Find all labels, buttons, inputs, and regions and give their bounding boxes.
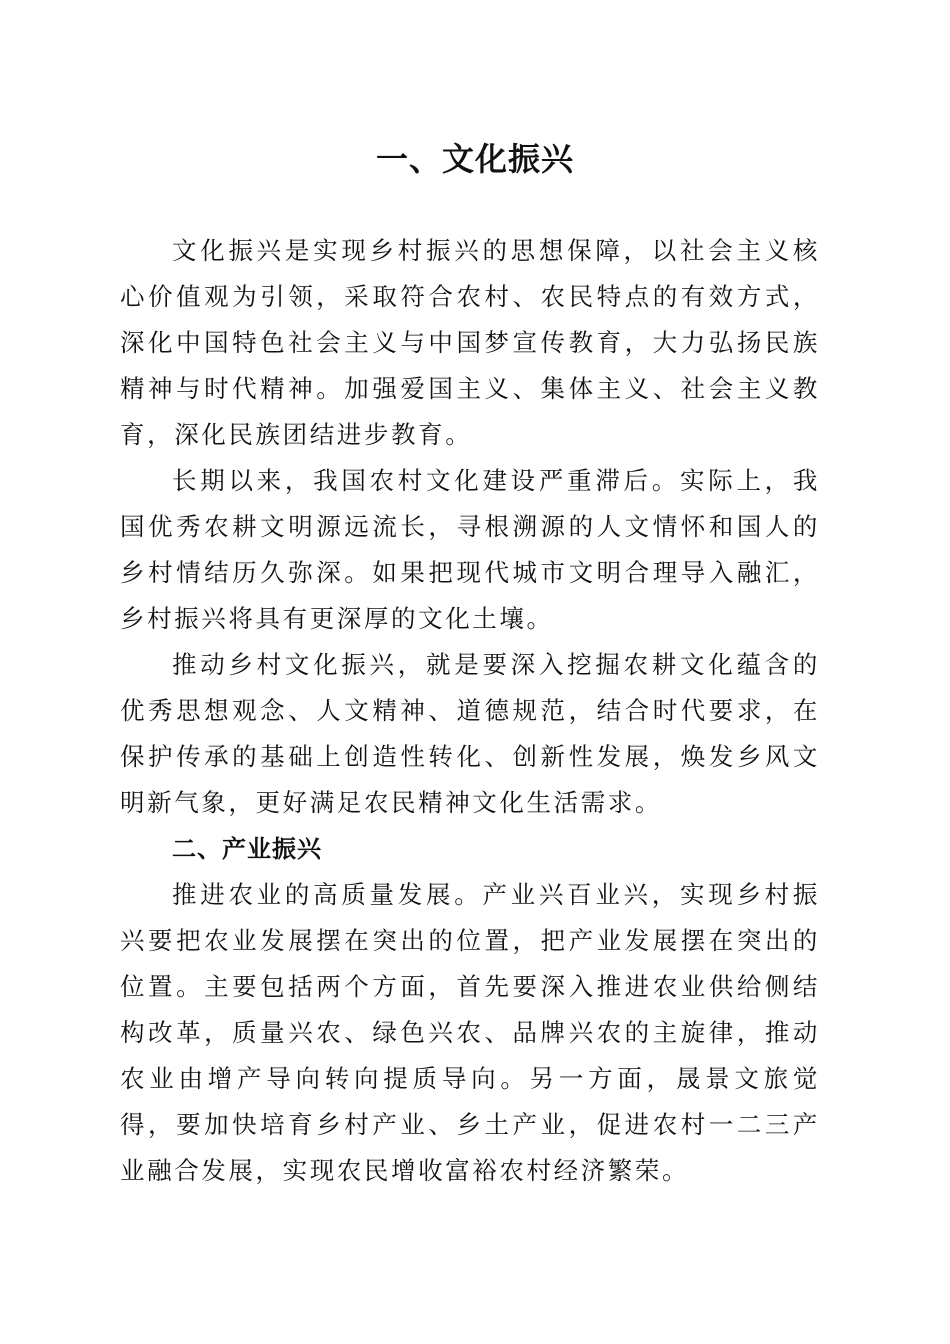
document-body — [120, 228, 820, 1194]
section-heading: 二、产业振兴 — [172, 835, 322, 863]
paragraph: 长期以来，我国农村文化建设严重滞后。实际上，我国优秀农耕文明源远流长，寻根溯源的人文情怀和国人的乡村情结历久弥深。如果把现代城市文明合理导入融汇，乡村振兴将具有更深厚的文化土壤。 — [120, 466, 820, 633]
page-title: 一、文化振兴 — [375, 140, 574, 178]
paragraph: 文化振兴是实现乡村振兴的思想保障，以社会主义核心价值观为引领，采取符合农村、农民特点的有效方式，深化中国特色社会主义与中国梦宣传教育，大力弘扬民族精神与时代精神。加强爱国主义、集体主义、社会主义教育，深化民族团结进步教育。 — [120, 236, 820, 449]
paragraph: 推动乡村文化振兴，就是要深入挖掘农耕文化蕴含的优秀思想观念、人文精神、道德规范，结合时代要求，在保护传承的基础上创造性转化、创新性发展，焕发乡风文明新气象，更好满足农民精神文化生活需求。 — [120, 650, 820, 817]
paragraph: 推进农业的高质量发展。产业兴百业兴，实现乡村振兴要把农业发展摆在突出的位置，把产业发展摆在突出的位置。主要包括两个方面，首先要深入推进农业供给侧结构改革，质量兴农、绿色兴农、品牌兴农的主旋律，推动农业由增产导向转向提质导向。另一方面，晟景文旅觉得，要加快培育乡村产业、乡土产业，促进农村一二三产业融合发展，实现农民增收富裕农村经济繁荣。 — [120, 880, 820, 1185]
